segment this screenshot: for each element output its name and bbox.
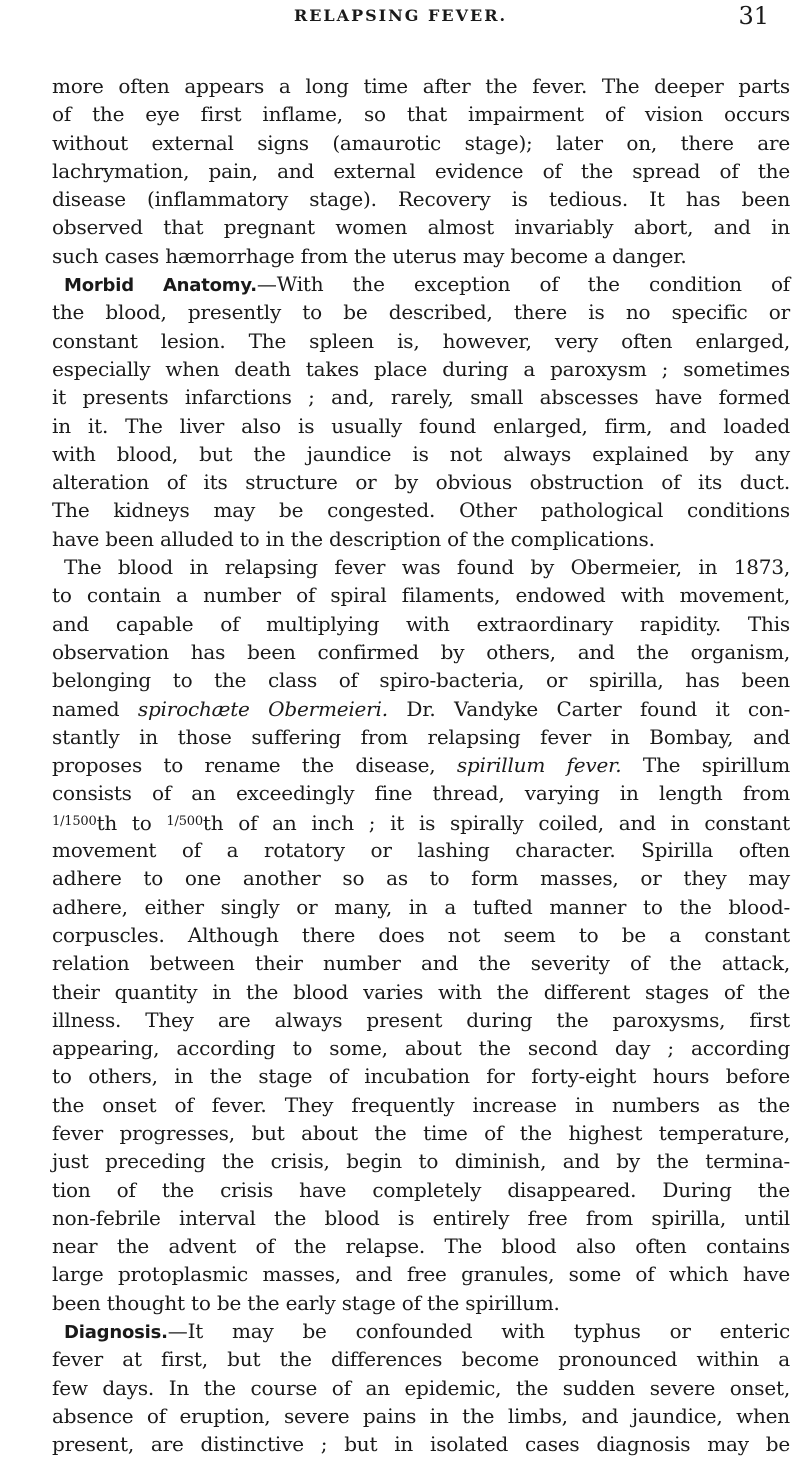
text-line: adhere to one another so as to form masses, or they may bbox=[52, 866, 790, 891]
text-line: illness. They are always present during the paroxysms, first bbox=[52, 1007, 790, 1032]
text-line: in it. The liver also is usually found enlarged, firm, and loaded bbox=[52, 413, 790, 438]
text-line: corpuscles. Although there does not seem to be a constant bbox=[52, 922, 790, 947]
text-fragment: —It may be confounded with typhus or enteric bbox=[167, 1319, 790, 1344]
text-fragment: th to bbox=[96, 810, 167, 835]
text-line: and capable of multiplying with extraordinary rapidity. This bbox=[52, 611, 790, 636]
text-line bbox=[52, 808, 790, 836]
text-line: fever at first, but the differences become pronounced within a bbox=[52, 1347, 790, 1372]
text-fragment: proposes to rename the disease, bbox=[52, 753, 457, 778]
text-line: near the advent of the relapse. The blood also often contains bbox=[52, 1234, 790, 1259]
text-line: non-febrile interval the blood is entirely free from spirilla, until bbox=[52, 1205, 790, 1230]
text-line: alteration of its structure or by obvious obstruction of its duct. bbox=[52, 470, 790, 495]
text-fragment: named bbox=[52, 696, 138, 721]
text-line: such cases hæmorrhage from the uterus may become a danger. bbox=[52, 243, 687, 268]
text-line: present, are distinctive ; but in isolated cases diagnosis may be bbox=[52, 1432, 790, 1457]
text-line: to others, in the stage of incubation for forty-eight hours before bbox=[52, 1064, 790, 1089]
fraction-denominator: 1500 bbox=[64, 813, 97, 829]
text-line: have been alluded to in the description of the complications. bbox=[52, 526, 655, 551]
text-line: stantly in those suffering from relapsing fever in Bombay, and bbox=[52, 724, 790, 749]
text-fragment: Dr. Vandyke Carter found it con- bbox=[387, 696, 790, 721]
text-line: fever progresses, but about the time of the highest temperature, bbox=[52, 1120, 790, 1145]
text-line bbox=[52, 270, 790, 298]
text-line: relation between their number and the severity of the attack, bbox=[52, 951, 790, 976]
text-line: few days. In the course of an epidemic, the sudden severe onset, bbox=[52, 1375, 790, 1400]
italic-term: spirochæte Obermeieri. bbox=[137, 696, 388, 721]
page-number: 31 bbox=[738, 2, 769, 30]
text-line: movement of a rotatory or lashing character. Spirilla often bbox=[52, 838, 790, 863]
text-line: lachrymation, pain, and external evidence of the spread of the bbox=[52, 158, 790, 183]
text-line: more often appears a long time after the fever. The deeper parts bbox=[52, 74, 790, 98]
text-line: observed that pregnant women almost invariably abort, and in bbox=[52, 215, 790, 240]
section-heading-morbid-anatomy: Morbid Anatomy. bbox=[64, 275, 257, 297]
text-line: large protoplasmic masses, and free granules, some of which have bbox=[52, 1262, 790, 1287]
text-line: to contain a number of spiral filaments, endowed with movement, bbox=[52, 583, 790, 608]
text-line bbox=[52, 695, 790, 723]
text-line: disease (inflammatory stage). Recovery is tedious. It has been bbox=[52, 187, 790, 212]
fraction: 1/1500 bbox=[52, 813, 97, 829]
text-line: consists of an exceedingly fine thread, varying in length from bbox=[52, 781, 790, 806]
text-line: been thought to be the early stage of the spirillum. bbox=[52, 1290, 560, 1315]
section-heading-diagnosis: Diagnosis. bbox=[64, 1322, 168, 1344]
text-line: The blood in relapsing fever was found by Obermeier, in 1873, bbox=[64, 555, 790, 580]
text-line: adhere, either singly or many, in a tufted manner to the blood- bbox=[52, 894, 790, 919]
text-line bbox=[52, 751, 790, 779]
running-head bbox=[0, 2, 801, 36]
text-fragment: —With the exception of the condition of bbox=[256, 272, 791, 297]
fraction: 1/500 bbox=[166, 813, 203, 829]
text-line: it presents infarctions ; and, rarely, small abscesses have formed bbox=[52, 385, 790, 410]
text-line bbox=[52, 1317, 790, 1345]
text-line: of the eye first inflame, so that impairment of vision occurs bbox=[52, 102, 790, 127]
body-text bbox=[52, 72, 790, 1459]
text-line: observation has been confirmed by others, and the organism, bbox=[52, 639, 790, 664]
text-line: tion of the crisis have completely disappeared. During the bbox=[52, 1177, 790, 1202]
fraction-numerator: 1 bbox=[166, 813, 175, 829]
fraction-denominator: 500 bbox=[178, 813, 203, 829]
italic-term: spirillum fever. bbox=[456, 753, 622, 778]
fraction-numerator: 1 bbox=[52, 813, 61, 829]
text-fragment: The spirillum bbox=[621, 753, 791, 778]
running-head-title: RELAPSING FEVER. bbox=[293, 6, 508, 25]
text-line: the onset of fever. They frequently increase in numbers as the bbox=[52, 1092, 790, 1117]
text-line: especially when death takes place during a paroxysm ; sometimes bbox=[52, 356, 790, 381]
text-line: constant lesion. The spleen is, however, very often enlarged, bbox=[52, 328, 790, 353]
text-line: without external signs (amaurotic stage); later on, there are bbox=[52, 130, 790, 155]
text-line: the blood, presently to be described, there is no specific or bbox=[52, 300, 790, 325]
text-fragment: th of an inch ; it is spirally coiled, and in constant bbox=[202, 810, 790, 835]
text-line: belonging to the class of spiro-bacteria, or spirilla, has been bbox=[52, 668, 790, 693]
text-line: their quantity in the blood varies with the different stages of the bbox=[52, 979, 790, 1004]
text-line: The kidneys may be congested. Other pathological conditions bbox=[52, 498, 790, 523]
text-line: with blood, but the jaundice is not always explained by any bbox=[52, 441, 790, 466]
text-line: appearing, according to some, about the second day ; according bbox=[52, 1036, 790, 1061]
text-line: just preceding the crisis, begin to diminish, and by the termina- bbox=[52, 1149, 790, 1174]
text-line: absence of eruption, severe pains in the limbs, and jaundice, when bbox=[52, 1403, 790, 1428]
